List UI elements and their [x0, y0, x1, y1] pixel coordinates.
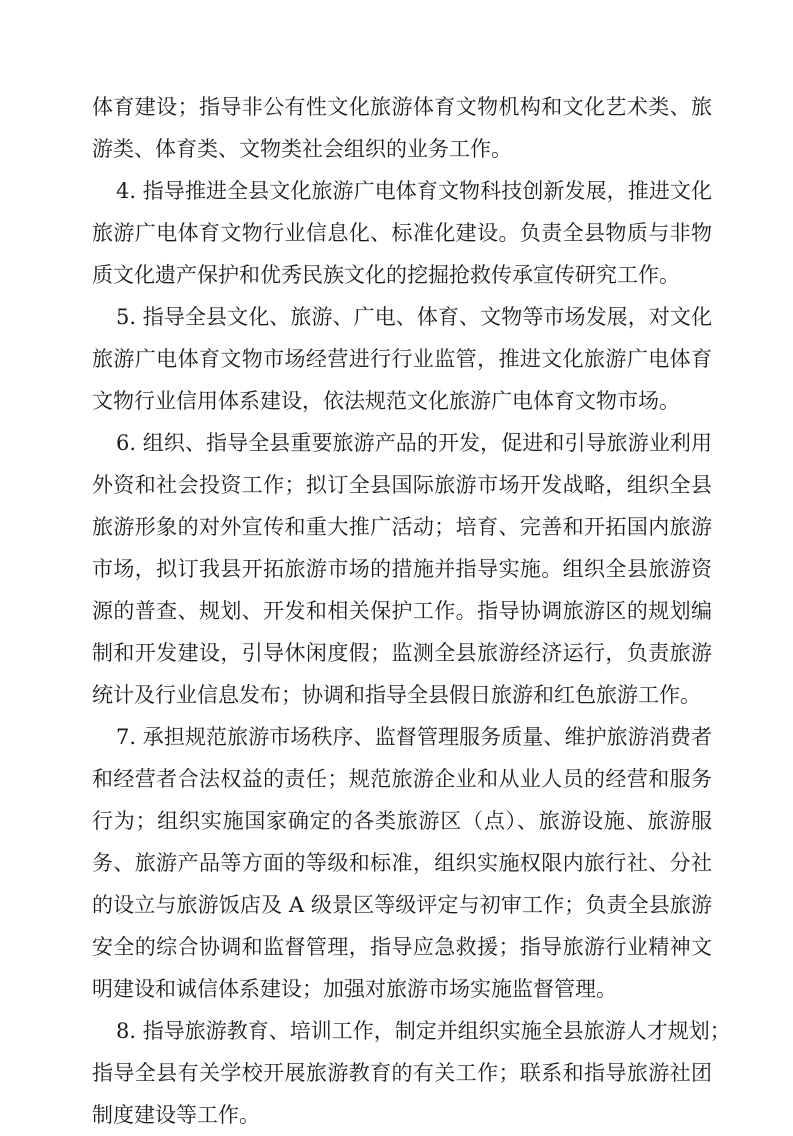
text-line: 5. 指导全县文化、旅游、广电、体育、文物等市场发展，对文化 — [116, 305, 712, 329]
text-line: 制和开发建设，引导休闲度假；监测全县旅游经济运行，负责旅游 — [92, 641, 712, 665]
text-line: 体育建设；指导非公有性文化旅游体育文物机构和文化艺术类、旅 — [92, 95, 712, 119]
text-line: 6. 组织、指导全县重要旅游产品的开发，促进和引导旅游业利用 — [116, 431, 712, 455]
text-line: 7. 承担规范旅游市场秩序、监督管理服务质量、维护旅游消费者 — [116, 725, 712, 749]
text-line: 旅游广电体育文物市场经营进行行业监管，推进文化旅游广电体育 — [92, 347, 712, 371]
text-line: 和经营者合法权益的责任；规范旅游企业和从业人员的经营和服务 — [92, 767, 712, 791]
text-line: 旅游广电体育文物行业信息化、标准化建设。负责全县物质与非物 — [92, 221, 712, 245]
document-body — [92, 86, 731, 1136]
text-line: 8. 指导旅游教育、培训工作，制定并组织实施全县旅游人才规划； — [116, 1019, 731, 1043]
text-line: 安全的综合协调和监督管理，指导应急救援；指导旅游行业精神文 — [92, 935, 712, 959]
text-line: 质文化遗产保护和优秀民族文化的挖掘抢救传承宣传研究工作。 — [92, 263, 680, 287]
text-line: 4. 指导推进全县文化旅游广电体育文物科技创新发展，推进文化 — [116, 179, 712, 203]
text-line: 游类、体育类、文物类社会组织的业务工作。 — [92, 137, 512, 161]
text-line: 的设立与旅游饭店及 A 级景区等级评定与初审工作；负责全县旅游 — [92, 893, 712, 917]
text-line: 统计及行业信息发布；协调和指导全县假日旅游和红色旅游工作。 — [92, 683, 701, 707]
text-line: 文物行业信用体系建设，依法规范文化旅游广电体育文物市场。 — [92, 389, 680, 413]
text-line: 务、旅游产品等方面的等级和标准，组织实施权限内旅行社、分社 — [92, 851, 712, 875]
text-line: 市场，拟订我县开拓旅游市场的措施并指导实施。组织全县旅游资 — [92, 557, 712, 581]
text-line: 明建设和诚信体系建设；加强对旅游市场实施监督管理。 — [92, 977, 617, 1001]
text-line: 源的普查、规划、开发和相关保护工作。指导协调旅游区的规划编 — [92, 599, 712, 623]
text-line: 旅游形象的对外宣传和重大推广活动；培育、完善和开拓国内旅游 — [92, 515, 712, 539]
text-line: 外资和社会投资工作；拟订全县国际旅游市场开发战略，组织全县 — [92, 473, 712, 497]
text-line: 指导全县有关学校开展旅游教育的有关工作；联系和指导旅游社团 — [92, 1061, 712, 1085]
text-line: 行为；组织实施国家确定的各类旅游区（点）、旅游设施、旅游服 — [92, 809, 712, 833]
text-line: 制度建设等工作。 — [92, 1103, 260, 1127]
